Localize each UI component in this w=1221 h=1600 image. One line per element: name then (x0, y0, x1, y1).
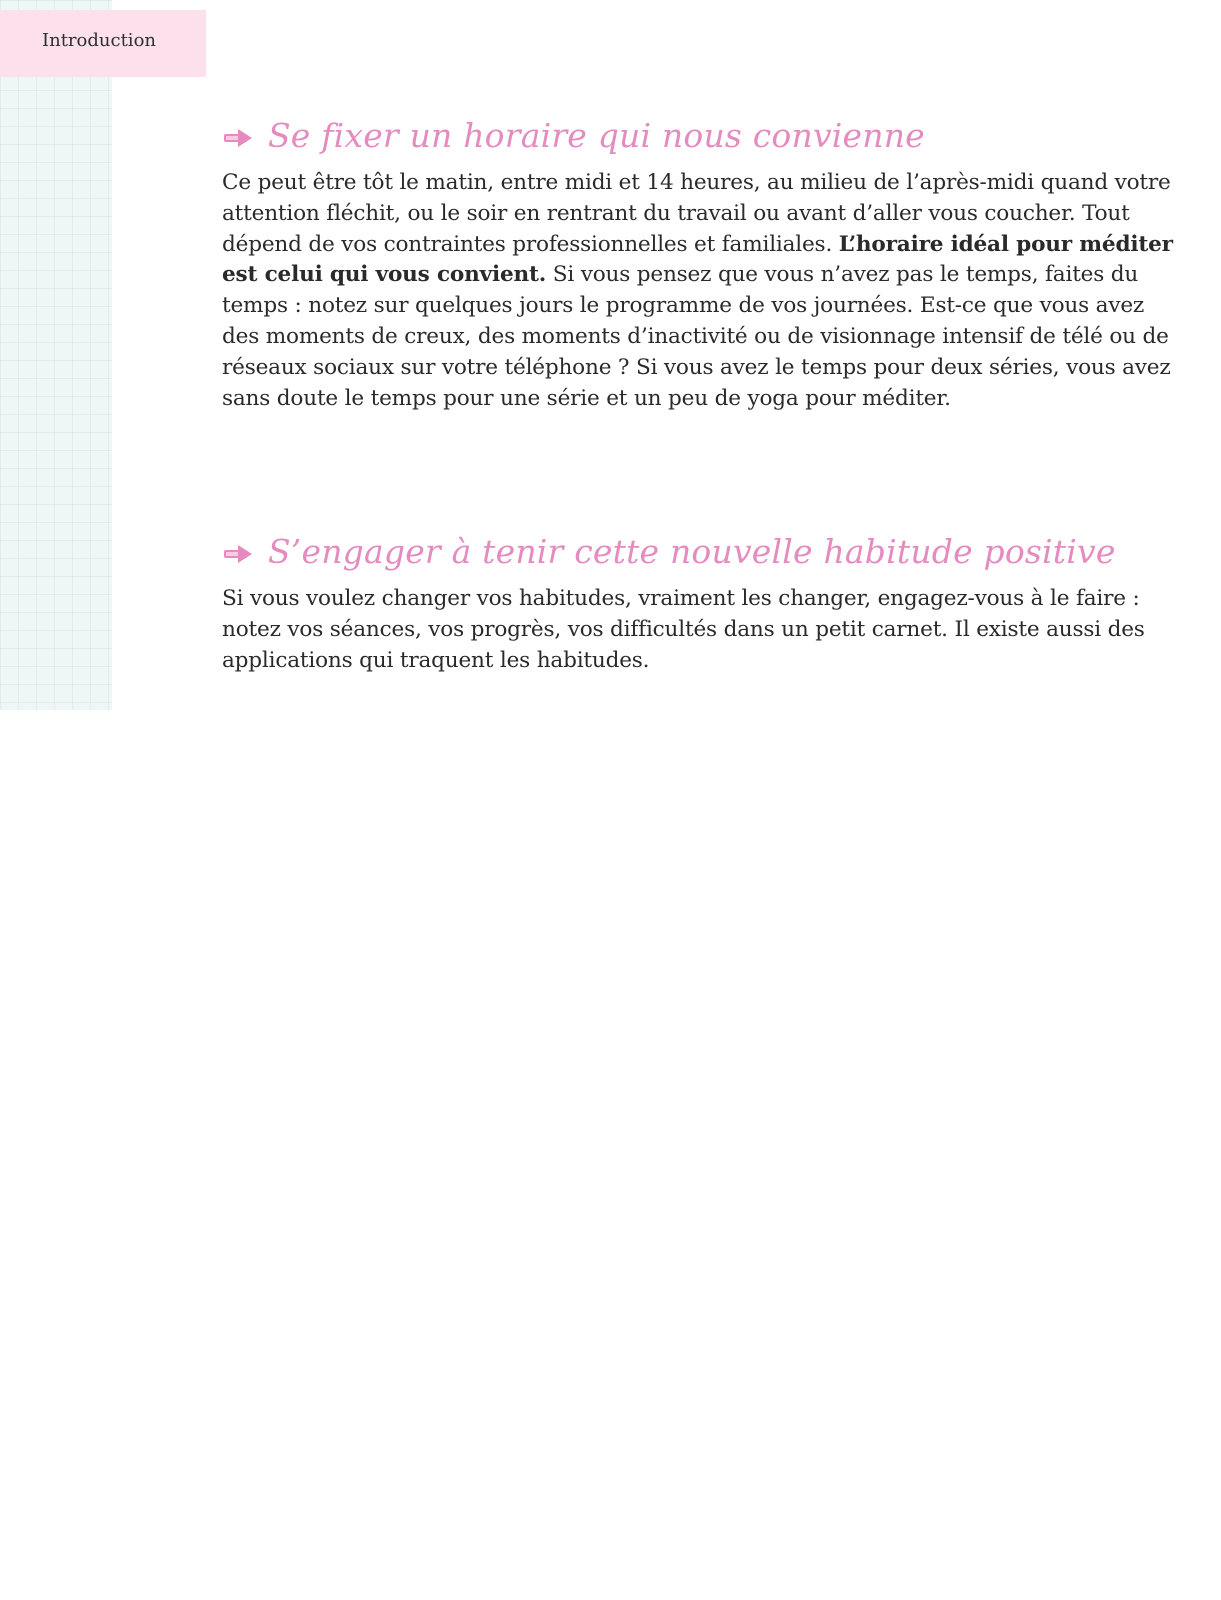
chapter-tab (0, 10, 206, 77)
arrow-right-icon (222, 127, 254, 149)
chapter-tab-label: Introduction (42, 30, 156, 51)
section-paragraph (222, 168, 1182, 414)
grid-margin-strip (0, 0, 112, 710)
arrow-right-icon (222, 543, 254, 565)
section-schedule (222, 106, 1182, 414)
section-commitment (222, 522, 1182, 676)
section-heading (222, 522, 1182, 580)
paragraph-text-before: Ce peut être tôt le matin, entre midi et 14 heures, au milieu de l’après-midi quand votre attention fléchit, ou le soir en rentrant du travail ou avant d’aller vous coucher. Tout dépend de vos contraintes professionnelles et familiales. (222, 170, 1171, 257)
section-heading-text: Se fixer un horaire qui nous convienne (268, 115, 925, 155)
section-paragraph: Si vous voulez changer vos habitudes, vraiment les changer, engagez-vous à le faire : notez vos séances, vos progrès, vos difficultés dans un petit carnet. Il existe aussi des applications qui traquent les habitudes. (222, 586, 1145, 673)
paragraph-bold-text: L’horaire idéal pour méditer est celui qui vous convient. (222, 231, 1173, 288)
section-heading (222, 106, 1182, 164)
paragraph-text-after: Si vous pensez que vous n’avez pas le temps, faites du temps : notez sur quelques jours le programme de vos journées. Est-ce que vous avez des moments de creux, des moments d’inactivité ou de visionnage intensif de télé ou de réseaux sociaux sur votre téléphone ? Si vous avez le temps pour deux séries, vous avez sans doute le temps pour une série et un peu de yoga pour méditer. (222, 262, 1171, 411)
section-heading-text: S’engager à tenir cette nouvelle habitude positive (268, 531, 1116, 571)
